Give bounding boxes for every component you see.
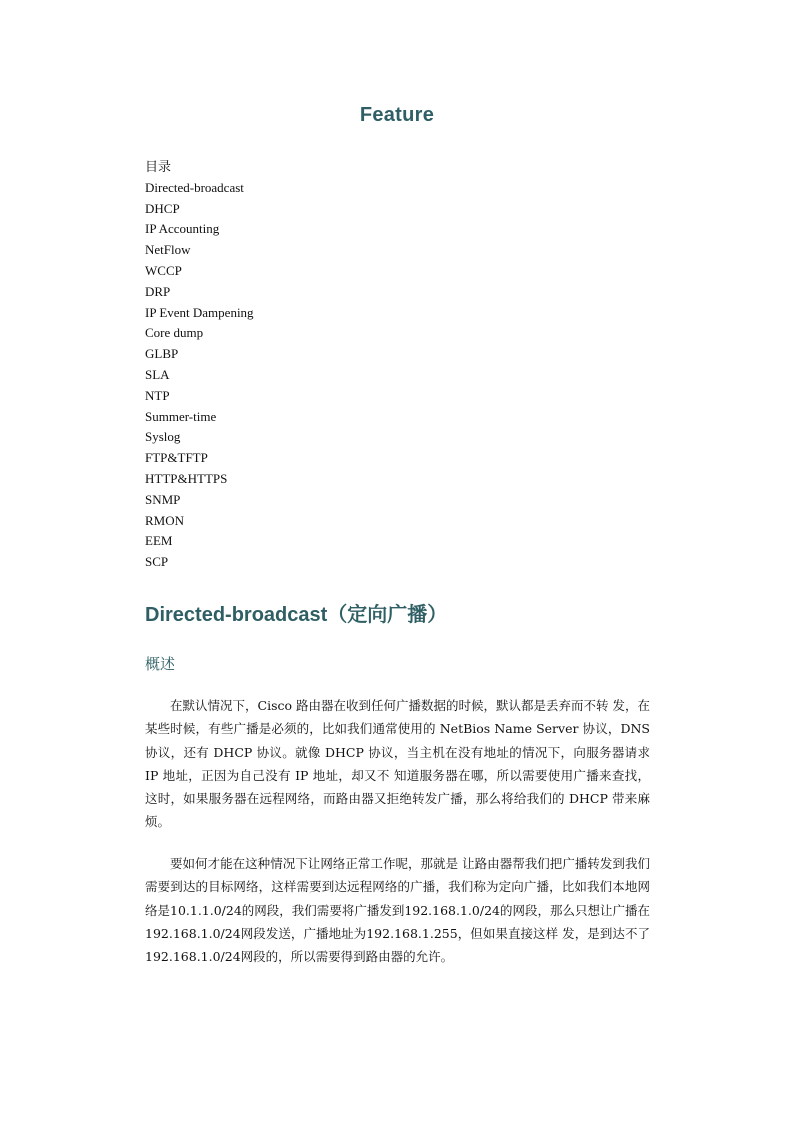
subsection-heading-overview: 概述 <box>145 655 176 673</box>
toc-item-ftp-tftp[interactable]: FTP&TFTP <box>145 450 208 466</box>
toc-item-http-https[interactable]: HTTP&HTTPS <box>145 470 228 486</box>
toc-item-scp[interactable]: SCP <box>145 554 169 570</box>
section-heading-directed-broadcast: Directed-broadcast（定向广播） <box>145 604 448 626</box>
toc-heading: 目录 <box>145 159 172 174</box>
page-title: Feature <box>359 104 435 126</box>
toc-item-ip-event-dampening[interactable]: IP Event Dampening <box>145 304 254 320</box>
toc-item-eem[interactable]: EEM <box>145 533 173 549</box>
toc-item-ntp[interactable]: NTP <box>145 387 170 403</box>
toc-item-core-dump[interactable]: Core dump <box>145 325 204 341</box>
toc-item-directed-broadcast[interactable]: Directed-broadcast <box>145 179 244 195</box>
toc-item-wccp[interactable]: WCCP <box>145 262 182 278</box>
toc-item-sla[interactable]: SLA <box>145 366 170 382</box>
body-paragraph-1: 在默认情况下，Cisco 路由器在收到任何广播数据的时候，默认都是丢弃而不转 发，在某些时候，有些广播是必须的，比如我们通常使用的 NetBios Name Server 协议，DNS 协议，还有 DHCP 协议。就像 DHCP 协议，当主机在没有地址的情况下，向服务器请求 IP 地址，正因为自己没有 IP 地址，却又不 知道服务器在哪，所以需要使用广播来查找，这时，如果服务器在远程网络，而路由器又拒绝转发广播，那么将给我们的 DHCP 带来麻烦。 <box>145 698 650 830</box>
toc-item-drp[interactable]: DRP <box>145 283 171 299</box>
table-of-contents <box>145 157 254 573</box>
toc-item-glbp[interactable]: GLBP <box>145 346 179 362</box>
body-paragraph-2: 要如何才能在这种情况下让网络正常工作呢，那就是 让路由器帮我们把广播转发到我们需要到达的目标网络，这样需要到达远程网络的广播，我们称为定向广播，比如我们本地网络是10.1.1.0/24的网段，我们需要将广播发到192.168.1.0/24的网段，那么只想让广播在192.168.1.0/24网段发送，广播地址为192.168.1.255，但如果直接这样 发，是到达不了192.168.1.0/24网段的，所以需要得到路由器的允许。 <box>145 856 650 965</box>
toc-item-summer-time[interactable]: Summer-time <box>145 408 217 424</box>
toc-item-rmon[interactable]: RMON <box>145 512 185 528</box>
toc-item-snmp[interactable]: SNMP <box>145 491 181 507</box>
toc-item-ip-accounting[interactable]: IP Accounting <box>145 221 220 237</box>
toc-item-syslog[interactable]: Syslog <box>145 429 181 445</box>
toc-item-dhcp[interactable]: DHCP <box>145 200 180 216</box>
toc-item-netflow[interactable]: NetFlow <box>145 242 191 258</box>
